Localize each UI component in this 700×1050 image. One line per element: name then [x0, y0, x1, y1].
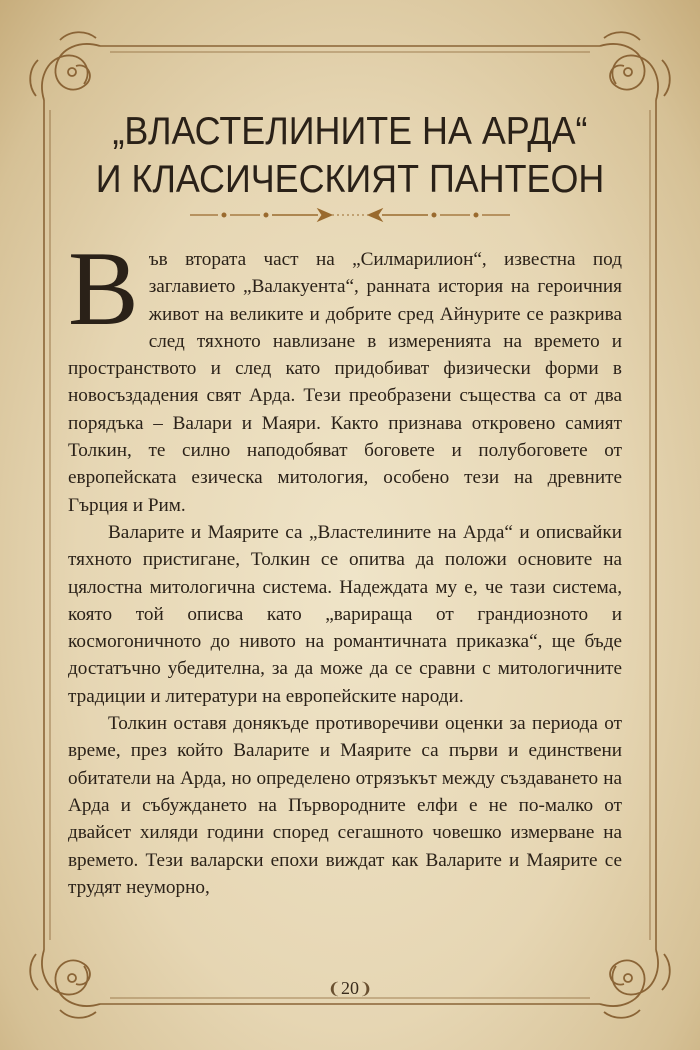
drop-cap: В: [68, 230, 139, 347]
page-number-value: 20: [341, 978, 359, 998]
page-number-bracket-left: ❨: [327, 981, 341, 998]
title-divider-ornament: [190, 205, 510, 225]
corner-ornament-top-right: [600, 32, 670, 100]
chapter-title-line-2: И КЛАСИЧЕСКИЯТ ПАНТЕОН: [95, 158, 605, 201]
paragraph-2: Валарите и Маярите са „Властелините на Арда“ и описвайки тяхното пристигане, Толкин се опитва да положи основите на цялостна митологична система. Надеждата му е, че тази система, която той описва като „варираща от грандиозното и космогоничното до нивото на романтичната приказка“, ще бъде достатъчно убедителна, за да може да се сравни с митологичните традиции и литератури на европейските народи.: [68, 521, 622, 707]
paragraph-3: Толкин оставя донякъде противоречиви оценки за периода от време, през който Валарите и Маярите са първи и единствени обитатели на Арда, но определено отрязъкът между създаването на Арда и събуждането на Първородните елфи е не по-малко от двайсет хиляди години според сегашното човешко измерване на времето. Тези валарски епохи виждат как Валарите и Маярите се трудят неуморно,: [68, 713, 622, 898]
page-number-bracket-right: ❩: [359, 981, 373, 998]
paragraph-1: [68, 230, 622, 519]
chapter-title-line-1: „ВЛАСТЕЛИНИТЕ НА АРДА“: [112, 110, 588, 153]
chapter-title: [28, 108, 672, 204]
page-number: [0, 978, 700, 999]
corner-ornament-top-left: [30, 32, 100, 100]
paragraph-1-text: ъв втората част на „Силмарилион“, известна под заглавието „Валакуента“, ранната история на героичния живот на великите и добрите сред Айнурите се разкрива след тяхното навлизане в измеренията на времето и пространството и след като придобиват физически форми в новосъздадения свят Арда. Тези преобразени същества са от два порядъка – Валари и Маяри. Както признава откровено самият Толкин, те силно наподобяват боговете и полубоговете от европейската езическа митология, особено тези на древните Гърция и Рим.: [68, 249, 622, 516]
article-body: [68, 230, 622, 901]
